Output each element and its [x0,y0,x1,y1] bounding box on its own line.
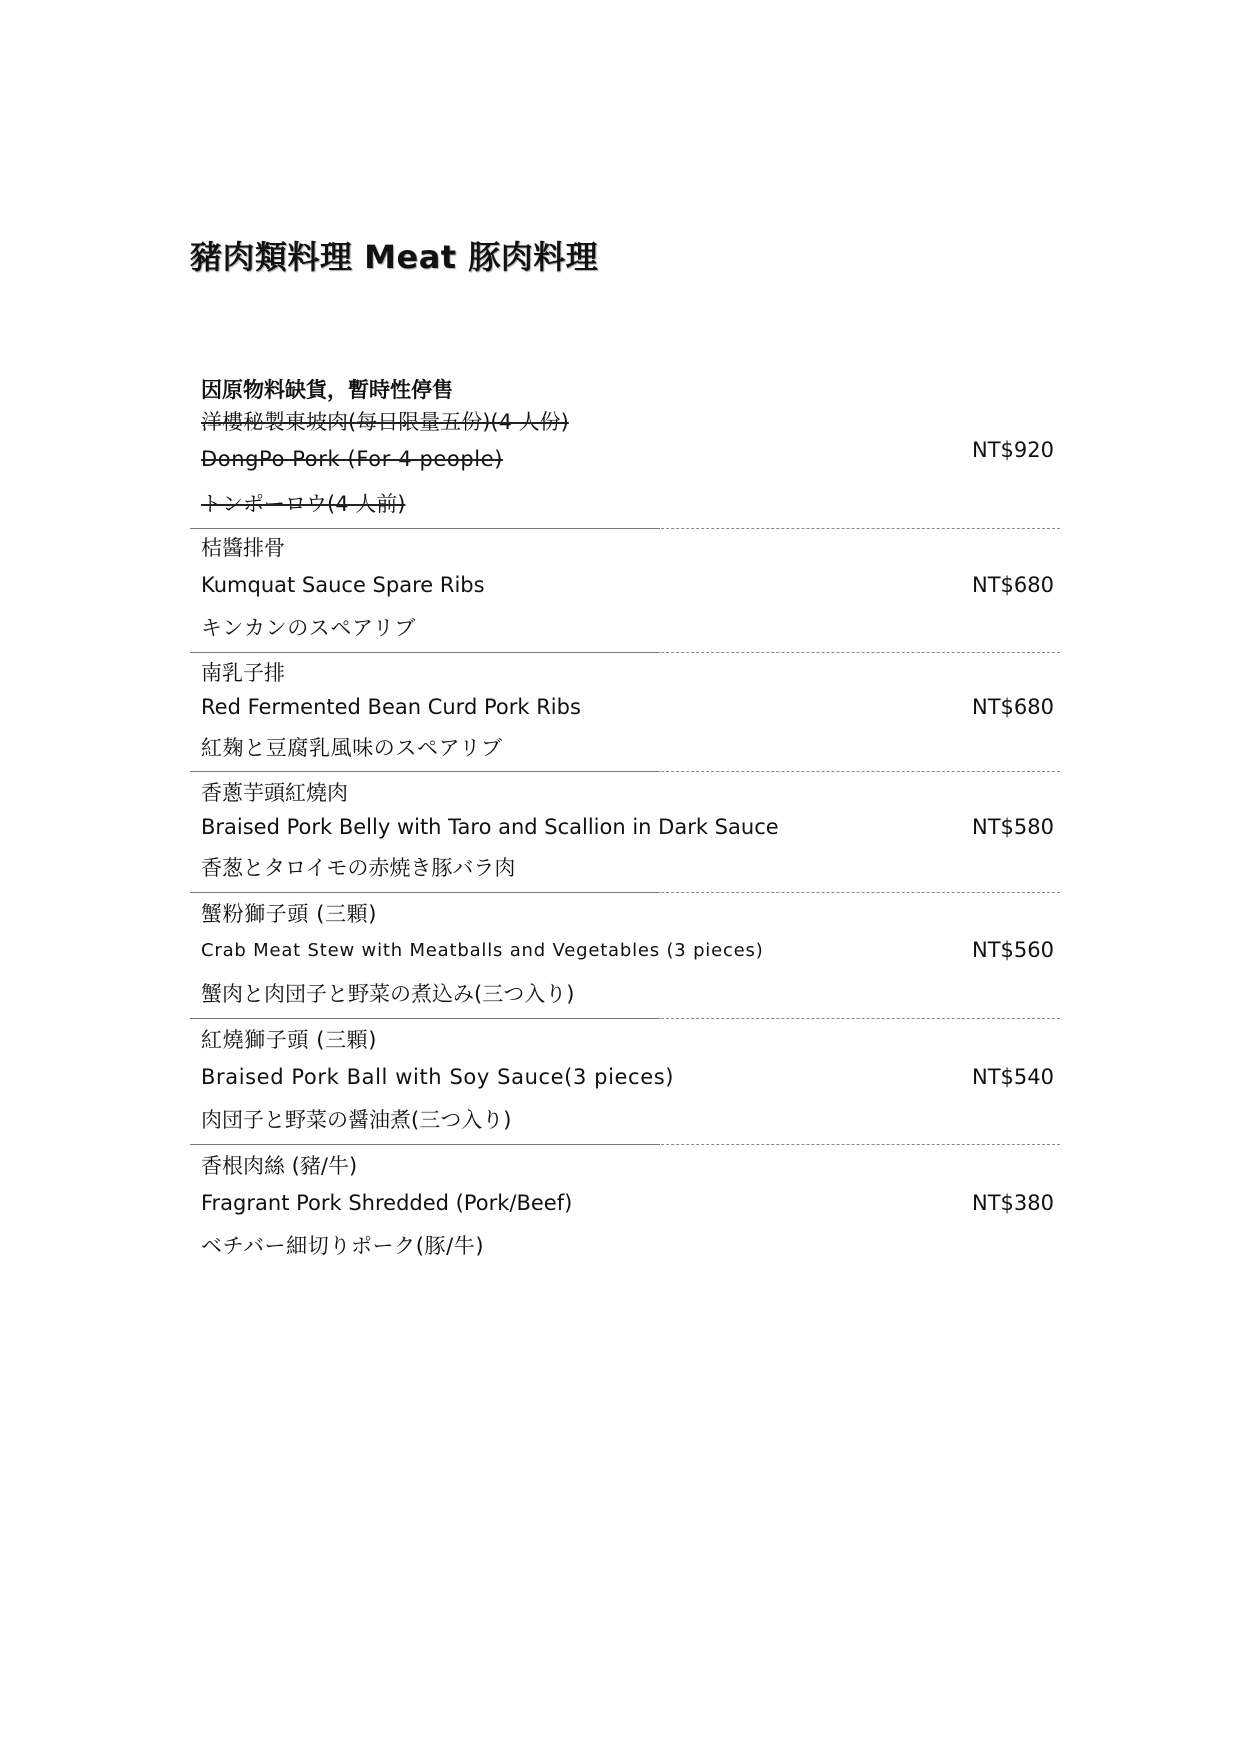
item-name-ja: ベチバー細切りポーク(豚/牛) [201,1234,485,1258]
item-divider [190,1018,1060,1019]
item-name-en: Braised Pork Ball with Soy Sauce(3 pieces) [201,1065,675,1089]
item-name-ja: 蟹肉と肉団子と野菜の煮込み(三つ入り) [201,982,575,1006]
item-name-zh: 洋樓秘製東坡肉(每日限量五份)(4 人份) [201,410,569,434]
item-name-zh: 香蔥芋頭紅燒肉 [201,781,348,805]
item-price: NT$920 [972,438,1054,462]
item-name-zh: 紅燒獅子頭 (三顆) [201,1028,378,1052]
item-divider [190,1144,1060,1145]
item-price: NT$580 [972,815,1054,839]
item-name-zh: 桔醬排骨 [201,536,285,560]
item-name-en: Braised Pork Belly with Taro and Scallion in Dark Sauce [201,815,779,839]
item-price: NT$540 [972,1065,1054,1089]
item-price: NT$680 [972,695,1054,719]
item-name-ja: 肉団子と野菜の醤油煮(三つ入り) [201,1108,512,1132]
item-name-ja: トンポーロウ(4 人前) [201,492,406,516]
item-name-en: DongPo Pork (For 4 people) [201,447,504,471]
out-of-stock-notice: 因原物料缺貨，暫時性停售 [201,378,453,402]
item-name-zh: 香根肉絲 (豬/牛) [201,1154,358,1178]
item-name-en: Fragrant Pork Shredded (Pork/Beef) [201,1191,573,1215]
item-divider [190,652,1060,653]
item-divider [190,528,1060,529]
item-name-ja: 香葱とタロイモの赤焼き豚バラ肉 [201,856,516,880]
item-price: NT$380 [972,1191,1054,1215]
page-title: 豬肉類料理 Meat 豚肉料理 [190,238,599,276]
item-name-zh: 南乳子排 [201,661,285,685]
item-name-ja: キンカンのスペアリブ [201,616,416,640]
item-name-en: Crab Meat Stew with Meatballs and Vegetables (3 pieces) [201,940,764,961]
item-price: NT$560 [972,938,1054,962]
item-name-ja: 紅麹と豆腐乳風味のスペアリブ [201,736,503,760]
item-divider [190,892,1060,893]
item-name-en: Red Fermented Bean Curd Pork Ribs [201,695,581,719]
item-divider [190,771,1060,772]
item-name-zh: 蟹粉獅子頭 (三顆) [201,902,378,926]
item-name-en: Kumquat Sauce Spare Ribs [201,573,485,597]
menu-item-dongpo-pork [190,406,1060,518]
item-price: NT$680 [972,573,1054,597]
